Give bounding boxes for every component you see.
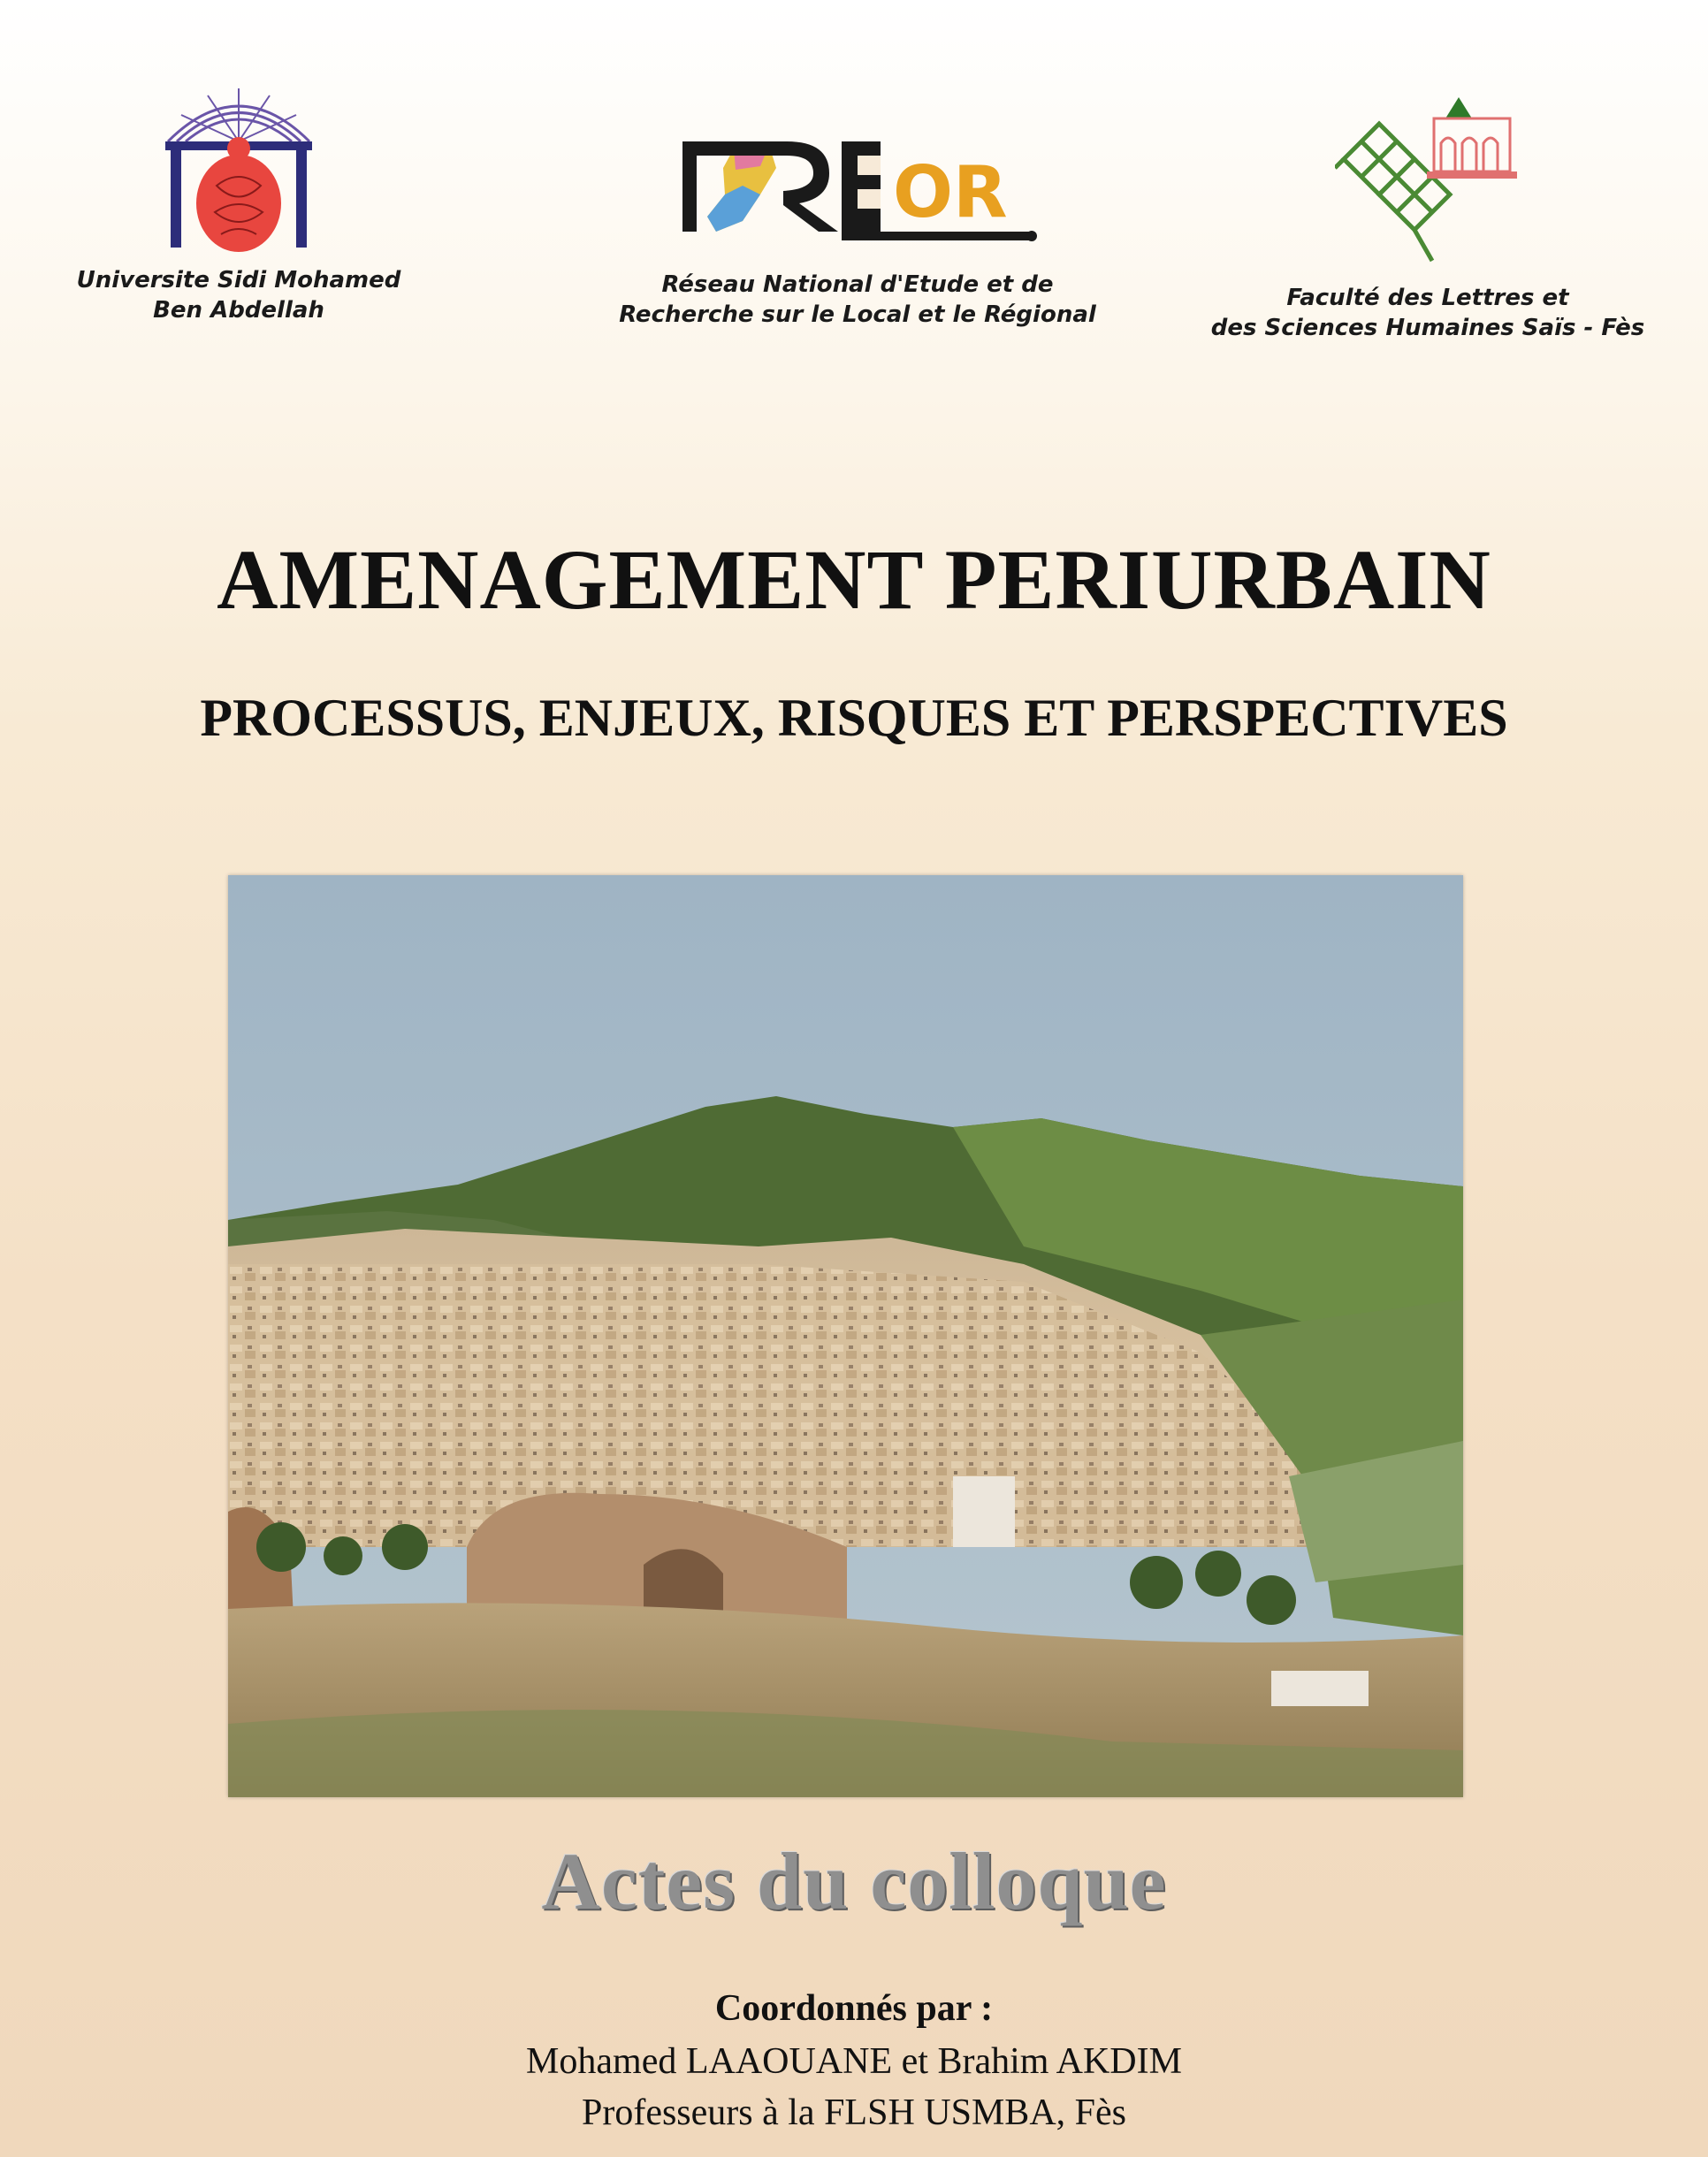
book-title: AMENAGEMENT PERIURBAIN <box>217 532 1491 627</box>
faculty-name-line-2: des Sciences Humaines Saïs - Fès <box>1210 315 1645 341</box>
editors-names: Mohamed LAAOUANE et Brahim AKDIM <box>526 2041 1182 2082</box>
network-logo-block <box>601 133 1114 330</box>
university-logo-block <box>53 80 424 325</box>
university-name-line-2: Ben Abdellah <box>153 297 324 324</box>
network-logo-mark-icon <box>672 133 1043 243</box>
faculty-logo-block <box>1207 88 1649 343</box>
faculty-name-line-1: Faculté des Lettres et <box>1286 285 1569 311</box>
university-name-line-1: Universite Sidi Mohamed <box>76 267 401 293</box>
faculty-emblem-icon <box>1335 88 1521 265</box>
cover-photo <box>228 875 1463 1797</box>
svg-text:OR: OR <box>893 151 1008 233</box>
university-emblem-icon <box>155 80 323 256</box>
book-subtitle: PROCESSUS, ENJEUX, RISQUES ET PERSPECTIVES <box>200 689 1508 747</box>
network-name-line-1: Réseau National d'Etude et de <box>661 271 1054 298</box>
network-name-line-2: Recherche sur le Local et le Régional <box>619 301 1096 328</box>
coordinated-by-label: Coordonnés par : <box>714 1988 994 2029</box>
editors-affiliation: Professeurs à la FLSH USMBA, Fès <box>581 2092 1126 2133</box>
proceedings-label: Actes du colloque <box>541 1836 1167 1926</box>
